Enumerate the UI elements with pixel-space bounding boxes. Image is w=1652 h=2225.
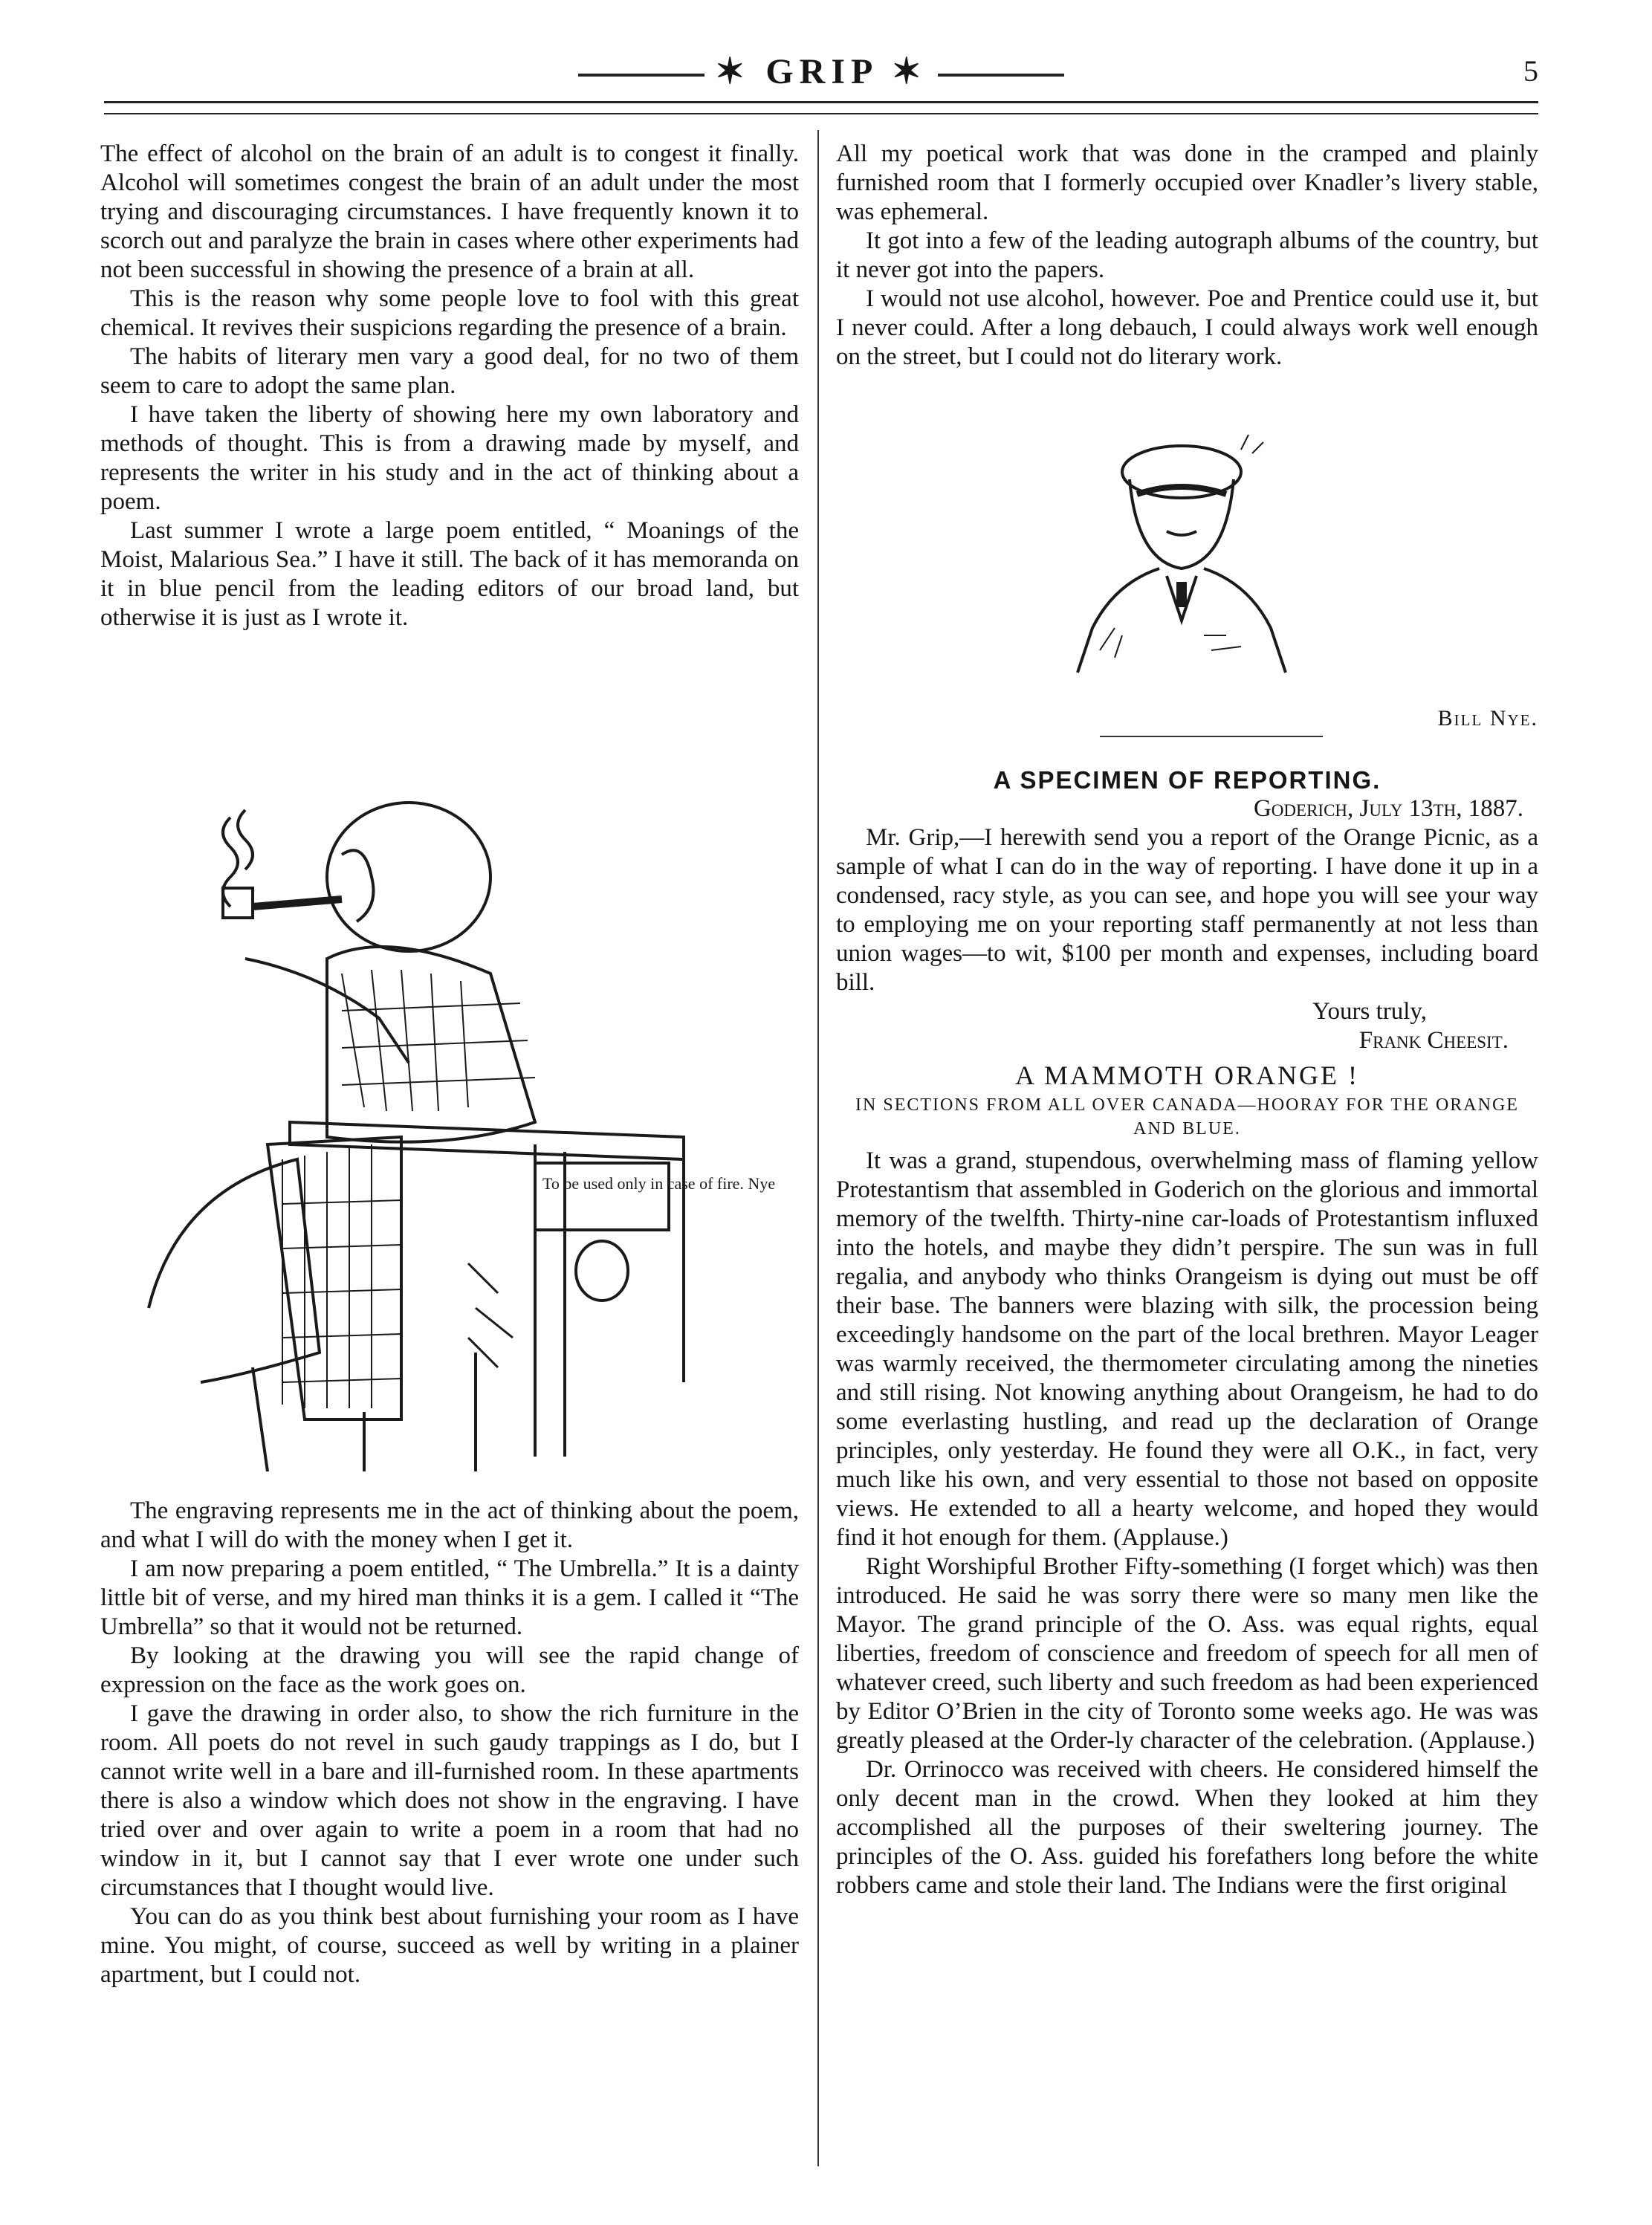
header-rule-lower <box>104 113 1538 114</box>
paragraph: I am now preparing a poem entitled, “ The Umbrella.” It is a dainty little bit of verse, and my hired man thinks it is a gem. I called it “The Umbrella” so that it would not be returned. <box>100 1555 799 1640</box>
paragraph: Last summer I wrote a large poem entitled, “ Moanings of the Moist, Malarious Sea.” I have it still. The back of it has memoranda on it in blue pencil from the leading editors of our broad land, but otherwise it is just as I wrote it. <box>100 517 799 631</box>
left-column <box>100 140 799 632</box>
letter-closing <box>836 997 1538 1026</box>
paragraph: It got into a few of the leading autograph albums of the country, but it never got into the papers. <box>836 227 1538 283</box>
column-divider <box>817 130 819 2166</box>
masthead-rule-left <box>578 74 704 77</box>
paragraph: Right Worshipful Brother Fifty-something (I forget which) was then introduced. He said he was sorry there were so many men like the Mayor. The grand principle of the O. Ass. was equal rights, equal liberties, freedom of conscience and freedom of speech for all men of whatever creed, such liberty and such freedom as had been experienced by Editor O’Brien in the city of Toronto some weeks ago. He was was greatly pleased at the Order-ly character of the celebration. (Applause.) <box>836 1553 1538 1754</box>
paragraph: The habits of literary men vary a good deal, for no two of them seem to care to adopt the same plan. <box>100 343 799 399</box>
paragraph: The effect of alcohol on the brain of an adult is to congest it finally. Alcohol will sometimes congest the brain of an adult under the most trying and discouraging circumstances. I have frequently known it to scorch out and paralyze the brain in cases where other experiments had not been successful in showing the presence of a brain at all. <box>100 140 799 283</box>
illustration-caption: To be used only in case of fire. Nye <box>542 1174 776 1193</box>
report-subtitle: IN SECTIONS FROM ALL OVER CANADA—HOORAY FOR THE ORANGE AND BLUE. <box>855 1095 1519 1139</box>
header-rule <box>104 101 1538 103</box>
article <box>836 761 1538 1900</box>
paragraph: I gave the drawing in order also, to show the rich furniture in the room. All poets do not revel in such gaudy trappings as I do, but I cannot write well in a bare and ill-furnished room. In these apartments there is also a window which does not show in the engraving. I have tried over and over again to write a poem in a room that had no window in it, but I cannot say that I ever wrote one under such circumstances that I thought would live. <box>100 1700 799 1901</box>
right-column <box>836 140 1538 372</box>
section-rule <box>1100 736 1323 737</box>
paragraph: By looking at the drawing you will see the rapid change of expression on the face as the work goes on. <box>100 1642 799 1698</box>
masthead-title: GRIP <box>765 52 877 91</box>
letter-body: Mr. Grip,—I herewith send you a report of the Orange Picnic, as a sample of what I can do in the way of reporting. I have done it up in a condensed, racy style, as you can see, and hope you will see your way to employing me on your reporting staff permanently at not less than union wages—to wit, $100 per month and expenses, including board bill. <box>836 824 1538 996</box>
page-header <box>104 43 1538 103</box>
masthead: ✶ GRIP ✶ <box>104 51 1538 92</box>
article-title: A SPECIMEN OF REPORTING. <box>993 766 1381 794</box>
paragraph: Dr. Orrinocco was received with cheers. He considered himself the only decent man in the crowd. When they looked at him they accomplished all the purposes of their sweltering journey. The principles of the O. Ass. guided his forefathers long before the white robbers came and stole their land. The Indians were the first original <box>836 1756 1538 1899</box>
letter-author: Frank Cheesit. <box>1358 1027 1509 1054</box>
signature: Bill Nye. <box>1437 706 1538 731</box>
left-column-lower <box>100 1497 799 1989</box>
paragraph: I have taken the liberty of showing here my own laboratory and methods of thought. This is from a drawing made by myself, and represents the writer in his study and in the act of thinking about a poem. <box>100 401 799 515</box>
masthead-rule-right <box>938 74 1064 77</box>
report-title: A MAMMOTH ORANGE ! <box>1014 1060 1359 1090</box>
paragraph: The engraving represents me in the act of thinking about the poem, and what I will do with the money when I get it. <box>100 1497 799 1553</box>
writer-at-desk-illustration <box>119 788 780 1479</box>
paragraph: All my poetical work that was done in the cramped and plainly furnished room that I formerly occupied over Knadler’s livery stable, was ephemeral. <box>836 140 1538 225</box>
paragraph: This is the reason why some people love to fool with this great chemical. It revives their suspicions regarding the presence of a brain. <box>100 285 799 341</box>
page-number: 5 <box>1523 54 1538 88</box>
paragraph: It was a grand, stupendous, overwhelming mass of flaming yellow Protestantism that assembled in Goderich on the glorious and immortal memory of the twelfth. Thirty-nine car-loads of Protestantism influxed into the hotels, and maybe they didn’t perspire. The sun was in full regalia, and anybody who thinks Orangeism is dying out must be off their base. The banners were blazing with silk, the procession being exceedingly handsome on the part of the local brethren. Mayor Leager was warmly received, the thermometer circulating among the nineties and still rising. Not knowing anything about Orangeism, he had to do some everlasting hustling, and read up the declaration of Orange principles, only yesterday. He found they were all O.K., in fact, very much like his own, and very essential to those not based on opposite views. He extended to all a hearty welcome, and hoped they would find it hot enough for them. (Applause.) <box>836 1147 1538 1551</box>
dateline: Goderich, July 13th, 1887. <box>1253 795 1523 822</box>
closing-salutation: Yours truly, <box>1312 998 1427 1025</box>
author-portrait-illustration <box>1055 427 1308 676</box>
paragraph: I would not use alcohol, however. Poe and Prentice could use it, but I never could. After a long debauch, I could always work well enough on the street, but I could not do literary work. <box>836 285 1538 370</box>
paragraph: You can do as you think best about furnishing your room as I have mine. You might, of course, succeed as well by writing in a plainer apartment, but I could not. <box>100 1903 799 1988</box>
